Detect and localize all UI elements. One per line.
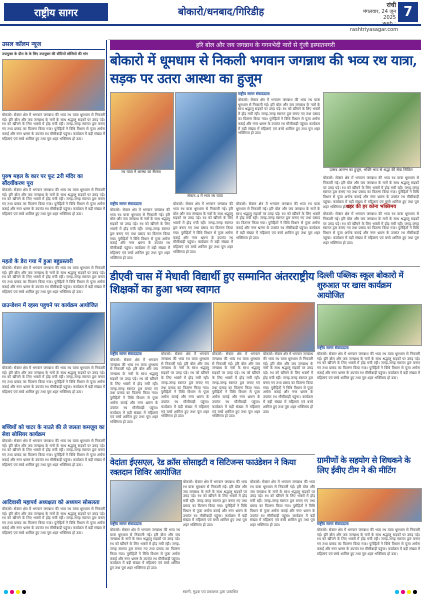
story6-photo: [317, 488, 422, 522]
story3-headline: दिल्ली पब्लिक स्कूल बोकारो में शुरुआत पर खास कार्यक्रम आयोजित: [317, 270, 404, 300]
lead-photo-2-caption: सेक्टर-4 में भव्य रथ यात्रा: [187, 193, 223, 198]
story2-body-col-2: बोकारो। सेक्टर क्षेत्र में भगवान जगन्नाथ की भव्य रथ यात्रा धूमधाम से निकाली गई। हरि बोल और जय जगन्नाथ के नारों के साथ श्रद्धालु सड़कों पर उमड़ पड़े। रथ को खींचने के लिए भक्तों में होड़ मची रही। जगह-जगह स्वागत द्वार बनाए गए तथा प्रसाद का वितरण किया गया। पुरोहितों ने विधि विधान से पूजा अर्चना कराई और नगर भ्रमण के उपरांत रथ मौसीबाड़ी पहुंचा। कार्यक्रम में बड़ी संख्या में महिलाएं एवं बच्चे शामिल हुए तथा पूरा शहर भक्तिमय हो उठा।: [161, 352, 209, 419]
left-body-1: बोकारो। सेक्टर क्षेत्र में भगवान जगन्नाथ की भव्य रथ यात्रा धूमधाम से निकाली गई। हरि बोल और जय जगन्नाथ के नारों के साथ श्रद्धालु सड़कों पर उमड़ पड़े। रथ को खींचने के लिए भक्तों में होड़ मची रही। जगह-जगह स्वागत द्वार बनाए गए तथा प्रसाद का वितरण किया गया। पुरोहितों ने विधि विधान से पूजा अर्चना कराई और नगर भ्रमण के उपरांत रथ मौसीबाड़ी पहुंचा। कार्यक्रम में बड़ी संख्या में महिलाएं एवं बच्चे शामिल हुए तथा पूरा शहर भक्तिमय हो उठा।: [2, 112, 105, 141]
left-photo-1: [2, 59, 105, 111]
left-story-1-title: पुरुष महल के कार पर फूट 2री मंदिर का सौंदर्यीकरण पूरा: [2, 173, 83, 187]
lead-body: बोकारो। सेक्टर क्षेत्र में भगवान जगन्नाथ की भव्य रथ यात्रा धूमधाम से निकाली गई। हरि बोल और जय जगन्नाथ के नारों के साथ श्रद्धालु सड़कों पर उमड़ पड़े। रथ को खींचने के लिए भक्तों में होड़ मची रही। जगह-जगह स्वागत द्वार बनाए गए तथा प्रसाद का वितरण किया गया। पुरोहितों ने विधि विधान से पूजा अर्चना कराई और नगर भ्रमण के उपरांत रथ मौसीबाड़ी पहुंचा। कार्यक्रम में बड़ी संख्या में महिलाएं एवं बच्चे शामिल हुए तथा पूरा शहर भक्तिमय हो उठा।: [238, 97, 320, 136]
registration-marks-right: [395, 590, 417, 594]
section-title: बोकारो/धनबाद/गिरिडीह: [178, 7, 265, 18]
brand-logo: राष्ट्रीय सागर: [4, 3, 108, 21]
story4-headline: वेदांता ईएसएल, रेड क्रॉस सोसाइटी व सिटिजन्स फाउंडेशन ने किया रक्तदान शिविर आयोजित: [110, 457, 296, 477]
story2-body-col-1: [110, 352, 158, 452]
story2-photo: [110, 302, 212, 352]
lead-body-col-1: [110, 202, 170, 264]
left-body-5: बोकारो। सेक्टर क्षेत्र में भगवान जगन्नाथ की भव्य रथ यात्रा धूमधाम से निकाली गई। हरि बोल और जय जगन्नाथ के नारों के साथ श्रद्धालु सड़कों पर उमड़ पड़े। रथ को खींचने के लिए भक्तों में होड़ मची रही। जगह-जगह स्वागत द्वार बनाए गए तथा प्रसाद का वितरण किया गया। पुरोहितों ने विधि विधान से पूजा अर्चना कराई और नगर भ्रमण के उपरांत रथ मौसीबाड़ी पहुंचा। कार्यक्रम में बड़ी संख्या में महिलाएं एवं बच्चे शामिल हुए तथा पूरा शहर भक्तिमय हो उठा।: [2, 438, 105, 467]
story2-byline: राष्ट्रीय सागर संवाददाता: [110, 351, 142, 356]
footer: [0, 588, 421, 595]
lead-photo-3-caption: उत्सव आरम्भ का हुजूम, भक्ति भाव से श्रद्धा की सेवा सिविल: [329, 167, 413, 172]
left-story-5-title: आदिवासी महापर्व अध्यक्षता को अध्ययन सोसलता: [2, 499, 100, 506]
left-photo-2: [2, 312, 105, 364]
left-column-label: उसल कॉलम न्यूज: [2, 40, 105, 50]
magenta-mark: [10, 590, 14, 594]
lead-body-col-1-text: बोकारो। सेक्टर क्षेत्र में भगवान जगन्नाथ की भव्य रथ यात्रा धूमधाम से निकाली गई। हरि बोल और जय जगन्नाथ के नारों के साथ श्रद्धालु सड़कों पर उमड़ पड़े। रथ को खींचने के लिए भक्तों में होड़ मची रही। जगह-जगह स्वागत द्वार बनाए गए तथा प्रसाद का वितरण किया गया। पुरोहितों ने विधि विधान से पूजा अर्चना कराई और नगर भ्रमण के उपरांत रथ मौसीबाड़ी पहुंचा। कार्यक्रम में बड़ी संख्या में महिलाएं एवं बच्चे शामिल हुए तथा पूरा शहर भक्तिमय हो उठा।: [110, 207, 170, 260]
lead-photo-3: [323, 92, 421, 168]
story2-headline: डीएवी चास में मेधावी विद्यार्थी हुए सम्मानित अंतरराष्ट्रीय शिक्षकों का हुआ भव्य स्वागत: [110, 270, 315, 296]
story3-body: [317, 346, 420, 452]
left-story-4-title: बच्चियों को चाटर के नाउते की ले जलता कमज़ूय का सेवा सोसियर कार्यक्रम: [2, 424, 105, 438]
yellow-mark: [16, 590, 20, 594]
lead-headline: बोकारो में धूमधाम से निकली भगवान जगन्नाथ की भव्य रथ यात्रा, सड़क पर उतरा आस्था का हुजूम: [110, 53, 418, 87]
story2-photo-2: [213, 302, 315, 352]
story4-byline: राष्ट्रीय सागर संवाददाता: [110, 521, 142, 526]
left-body-3: बोकारो। सेक्टर क्षेत्र में भगवान जगन्नाथ की भव्य रथ यात्रा धूमधाम से निकाली गई। हरि बोल और जय जगन्नाथ के नारों के साथ श्रद्धालु सड़कों पर उमड़ पड़े। रथ को खींचने के लिए भक्तों में होड़ मची रही। जगह-जगह स्वागत द्वार बनाए गए तथा प्रसाद का वितरण किया गया। पुरोहितों ने विधि विधान से पूजा अर्चना कराई और नगर भ्रमण के उपरांत रथ मौसीबाड़ी पहुंचा। कार्यक्रम में बड़ी संख्या में महिलाएं एवं बच्चे शामिल हुए तथा पूरा शहर भक्तिमय हो उठा।: [2, 265, 105, 294]
lead-bottom-rule: [110, 266, 420, 267]
left-body-4: बोकारो। सेक्टर क्षेत्र में भगवान जगन्नाथ की भव्य रथ यात्रा धूमधाम से निकाली गई। हरि बोल और जय जगन्नाथ के नारों के साथ श्रद्धालु सड़कों पर उमड़ पड़े। रथ को खींचने के लिए भक्तों में होड़ मची रही। जगह-जगह स्वागत द्वार बनाए गए तथा प्रसाद का वितरण किया गया। पुरोहितों ने विधि विधान से पूजा अर्चना कराई और नगर भ्रमण के उपरांत रथ मौसीबाड़ी पहुंचा। कार्यक्रम में बड़ी संख्या में महिलाएं एवं बच्चे शामिल हुए तथा पूरा शहर भक्तिमय हो उठा।: [2, 365, 105, 394]
cyan-mark: [4, 590, 8, 594]
story3-photo: [317, 304, 422, 346]
black-mark: [413, 590, 417, 594]
dateline-date: मंगलवार, 24 जून 2025: [363, 9, 396, 21]
column-divider: [106, 40, 107, 588]
story4-body-col-3: बोकारो। सेक्टर क्षेत्र में भगवान जगन्नाथ की भव्य रथ यात्रा धूमधाम से निकाली गई। हरि बोल और जय जगन्नाथ के नारों के साथ श्रद्धालु सड़कों पर उमड़ पड़े। रथ को खींचने के लिए भक्तों में होड़ मची रही। जगह-जगह स्वागत द्वार बनाए गए तथा प्रसाद का वितरण किया गया। पुरोहितों ने विधि विधान से पूजा अर्चना कराई और नगर भ्रमण के उपरांत रथ मौसीबाड़ी पहुंचा। कार्यक्रम में बड़ी संख्या में महिलाएं एवं बच्चे शामिल हुए तथा पूरा शहर भक्तिमय हो उठा।: [250, 480, 315, 528]
story2-body-col-3: बोकारो। सेक्टर क्षेत्र में भगवान जगन्नाथ की भव्य रथ यात्रा धूमधाम से निकाली गई। हरि बोल और जय जगन्नाथ के नारों के साथ श्रद्धालु सड़कों पर उमड़ पड़े। रथ को खींचने के लिए भक्तों में होड़ मची रही। जगह-जगह स्वागत द्वार बनाए गए तथा प्रसाद का वितरण किया गया। पुरोहितों ने विधि विधान से पूजा अर्चना कराई और नगर भ्रमण के उपरांत रथ मौसीबाड़ी पहुंचा। कार्यक्रम में बड़ी संख्या में महिलाएं एवं बच्चे शामिल हुए तथा पूरा शहर भक्तिमय हो उठा।: [212, 352, 260, 419]
story4-photo: [110, 480, 182, 522]
black-mark: [22, 590, 26, 594]
story4-body-col-1: [110, 522, 180, 586]
lead-right-body: बोकारो। सेक्टर क्षेत्र में भगवान जगन्नाथ की भव्य रथ यात्रा धूमधाम से निकाली गई। हरि बोल और जय जगन्नाथ के नारों के साथ श्रद्धालु सड़कों पर उमड़ पड़े। रथ को खींचने के लिए भक्तों में होड़ मची रही। जगह-जगह स्वागत द्वार बनाए गए तथा प्रसाद का वितरण किया गया। पुरोहितों ने विधि विधान से पूजा अर्चना कराई और नगर भ्रमण के उपरांत रथ मौसीबाड़ी पहुंचा। कार्यक्रम में बड़ी संख्या में महिलाएं एवं बच्चे शामिल हुए तथा पूरा शहर भक्तिमय हो उठा।: [323, 176, 419, 209]
story2-body-col-4: बोकारो। सेक्टर क्षेत्र में भगवान जगन्नाथ की भव्य रथ यात्रा धूमधाम से निकाली गई। हरि बोल और जय जगन्नाथ के नारों के साथ श्रद्धालु सड़कों पर उमड़ पड़े। रथ को खींचने के लिए भक्तों में होड़ मची रही। जगह-जगह स्वागत द्वार बनाए गए तथा प्रसाद का वितरण किया गया। पुरोहितों ने विधि विधान से पूजा अर्चना कराई और नगर भ्रमण के उपरांत रथ मौसीबाड़ी पहुंचा। कार्यक्रम में बड़ी संख्या में महिलाएं एवं बच्चे शामिल हुए तथा पूरा शहर भक्तिमय हो उठा।: [263, 352, 313, 414]
dateline-city: रांची: [386, 2, 396, 9]
story3-body-text: बोकारो। सेक्टर क्षेत्र में भगवान जगन्नाथ की भव्य रथ यात्रा धूमधाम से निकाली गई। हरि बोल और जय जगन्नाथ के नारों के साथ श्रद्धालु सड़कों पर उमड़ पड़े। रथ को खींचने के लिए भक्तों में होड़ मची रही। जगह-जगह स्वागत द्वार बनाए गए तथा प्रसाद का वितरण किया गया। पुरोहितों ने विधि विधान से पूजा अर्चना कराई और नगर भ्रमण के उपरांत रथ मौसीबाड़ी पहुंचा। कार्यक्रम में बड़ी संख्या में महिलाएं एवं बच्चे शामिल हुए तथा पूरा शहर भक्तिमय हो उठा।: [317, 351, 420, 380]
lead-photo-2: [175, 92, 237, 194]
lead-text-block: [238, 92, 320, 196]
left-column: [2, 40, 105, 588]
lead-sidebar-title: शहर की हर कोना भक्तिमय: [345, 204, 397, 210]
mid-rule: [110, 454, 315, 455]
footer-registration: स्वामी, मुद्रक एवं प्रकाशक द्वारा प्रकाशित: [182, 588, 239, 594]
story3-byline: राष्ट्रीय सागर संवाददाता: [317, 345, 349, 350]
magenta-mark: [401, 590, 405, 594]
masthead: [0, 0, 421, 33]
story6-headline: ग्रामीणों के सहयोग से शिधकने के लिए ईवीए टीम ने की मीटिंग: [317, 455, 411, 475]
left-body-2: बोकारो। सेक्टर क्षेत्र में भगवान जगन्नाथ की भव्य रथ यात्रा धूमधाम से निकाली गई। हरि बोल और जय जगन्नाथ के नारों के साथ श्रद्धालु सड़कों पर उमड़ पड़े। रथ को खींचने के लिए भक्तों में होड़ मची रही। जगह-जगह स्वागत द्वार बनाए गए तथा प्रसाद का वितरण किया गया। पुरोहितों ने विधि विधान से पूजा अर्चना कराई और नगर भ्रमण के उपरांत रथ मौसीबाड़ी पहुंचा। कार्यक्रम में बड़ी संख्या में महिलाएं एवं बच्चे शामिल हुए तथा पूरा शहर भक्तिमय हो उठा।: [2, 187, 105, 216]
cyan-mark: [395, 590, 399, 594]
lead-byline: राष्ट्रीय सागर संवाददाता: [238, 91, 270, 96]
ad-strip: [108, 26, 421, 40]
left-top-caption: उपायुक्त के दौरा के के लिए उपायुक्त की सौटियों सोसियो की मांग: [2, 52, 88, 56]
story6-byline: राष्ट्रीय सागर संवाददाता: [317, 521, 349, 526]
story4-body-col-2: बोकारो। सेक्टर क्षेत्र में भगवान जगन्नाथ की भव्य रथ यात्रा धूमधाम से निकाली गई। हरि बोल और जय जगन्नाथ के नारों के साथ श्रद्धालु सड़कों पर उमड़ पड़े। रथ को खींचने के लिए भक्तों में होड़ मची रही। जगह-जगह स्वागत द्वार बनाए गए तथा प्रसाद का वितरण किया गया। पुरोहितों ने विधि विधान से पूजा अर्चना कराई और नगर भ्रमण के उपरांत रथ मौसीबाड़ी पहुंचा। कार्यक्रम में बड़ी संख्या में महिलाएं एवं बच्चे शामिल हुए तथा पूरा शहर भक्तिमय हो उठा।: [183, 480, 247, 528]
page-number: 7: [398, 2, 418, 22]
left-body-6: बोकारो। सेक्टर क्षेत्र में भगवान जगन्नाथ की भव्य रथ यात्रा धूमधाम से निकाली गई। हरि बोल और जय जगन्नाथ के नारों के साथ श्रद्धालु सड़कों पर उमड़ पड़े। रथ को खींचने के लिए भक्तों में होड़ मची रही। जगह-जगह स्वागत द्वार बनाए गए तथा प्रसाद का वितरण किया गया। पुरोहितों ने विधि विधान से पूजा अर्चना कराई और नगर भ्रमण के उपरांत रथ मौसीबाड़ी पहुंचा। कार्यक्रम में बड़ी संख्या में महिलाएं एवं बच्चे शामिल हुए तथा पूरा शहर भक्तिमय हो उठा।: [2, 506, 105, 535]
ribbon-banner: हरि बोल और जय जगन्नाथ के गगनभेदी नारों से गूंजी इस्पातनगरी: [110, 40, 421, 50]
left-story-2-title: महतो के डेरा गया में हुआ बहुप्रस्तारी: [2, 258, 73, 265]
yellow-mark: [407, 590, 411, 594]
story4-body-1: बोकारो। सेक्टर क्षेत्र में भगवान जगन्नाथ की भव्य रथ यात्रा धूमधाम से निकाली गई। हरि बोल और जय जगन्नाथ के नारों के साथ श्रद्धालु सड़कों पर उमड़ पड़े। रथ को खींचने के लिए भक्तों में होड़ मची रही। जगह-जगह स्वागत द्वार बनाए गए तथा प्रसाद का वितरण किया गया। पुरोहितों ने विधि विधान से पूजा अर्चना कराई और नगर भ्रमण के उपरांत रथ मौसीबाड़ी पहुंचा। कार्यक्रम में बड़ी संख्या में महिलाएं एवं बच्चे शामिल हुए तथा पूरा शहर भक्तिमय हो उठा।: [110, 527, 180, 571]
lead-sidebar-body: बोकारो। सेक्टर क्षेत्र में भगवान जगन्नाथ की भव्य रथ यात्रा धूमधाम से निकाली गई। हरि बोल और जय जगन्नाथ के नारों के साथ श्रद्धालु सड़कों पर उमड़ पड़े। रथ को खींचने के लिए भक्तों में होड़ मची रही। जगह-जगह स्वागत द्वार बनाए गए तथा प्रसाद का वितरण किया गया। पुरोहितों ने विधि विधान से पूजा अर्चना कराई और नगर भ्रमण के उपरांत रथ मौसीबाड़ी पहुंचा। कार्यक्रम में बड़ी संख्या में महिलाएं एवं बच्चे शामिल हुए तथा पूरा शहर भक्तिमय हो उठा।: [323, 212, 419, 245]
lead-body-col-2: बोकारो। सेक्टर क्षेत्र में भगवान जगन्नाथ की भव्य रथ यात्रा धूमधाम से निकाली गई। हरि बोल और जय जगन्नाथ के नारों के साथ श्रद्धालु सड़कों पर उमड़ पड़े। रथ को खींचने के लिए भक्तों में होड़ मची रही। जगह-जगह स्वागत द्वार बनाए गए तथा प्रसाद का वितरण किया गया। पुरोहितों ने विधि विधान से पूजा अर्चना कराई और नगर भ्रमण के उपरांत रथ मौसीबाड़ी पहुंचा। कार्यक्रम में बड़ी संख्या में महिलाएं एवं बच्चे शामिल हुए तथा पूरा शहर भक्तिमय हो उठा।: [173, 202, 233, 254]
lead-photo-1-caption: रथ यात्रा में आस्था का सैलाब: [121, 169, 161, 174]
left-story-3-title: ग्राउन्डेशन में रहस्य पहुचने पर कार्यक्रम आयोजित: [2, 302, 98, 309]
registration-marks-left: [4, 590, 26, 594]
story2-body-1: बोकारो। सेक्टर क्षेत्र में भगवान जगन्नाथ की भव्य रथ यात्रा धूमधाम से निकाली गई। हरि बोल और जय जगन्नाथ के नारों के साथ श्रद्धालु सड़कों पर उमड़ पड़े। रथ को खींचने के लिए भक्तों में होड़ मची रही। जगह-जगह स्वागत द्वार बनाए गए तथा प्रसाद का वितरण किया गया। पुरोहितों ने विधि विधान से पूजा अर्चना कराई और नगर भ्रमण के उपरांत रथ मौसीबाड़ी पहुंचा। कार्यक्रम में बड़ी संख्या में महिलाएं एवं बच्चे शामिल हुए तथा पूरा शहर भक्तिमय हो उठा।: [110, 357, 158, 425]
lead-body-col-1-byline: राष्ट्रीय सागर संवाददाता: [110, 201, 142, 206]
story6-body-text: बोकारो। सेक्टर क्षेत्र में भगवान जगन्नाथ की भव्य रथ यात्रा धूमधाम से निकाली गई। हरि बोल और जय जगन्नाथ के नारों के साथ श्रद्धालु सड़कों पर उमड़ पड़े। रथ को खींचने के लिए भक्तों में होड़ मची रही। जगह-जगह स्वागत द्वार बनाए गए तथा प्रसाद का वितरण किया गया। पुरोहितों ने विधि विधान से पूजा अर्चना कराई और नगर भ्रमण के उपरांत रथ मौसीबाड़ी पहुंचा। कार्यक्रम में बड़ी संख्या में महिलाएं एवं बच्चे शामिल हुए तथा पूरा शहर भक्तिमय हो उठा।: [317, 527, 420, 556]
story6-body: [317, 522, 420, 586]
dateline-web: rashtriyasagar.com: [350, 27, 399, 33]
lead-photo-1: [110, 92, 174, 170]
lead-body-col-3: बोकारो। सेक्टर क्षेत्र में भगवान जगन्नाथ की भव्य रथ यात्रा धूमधाम से निकाली गई। हरि बोल और जय जगन्नाथ के नारों के साथ श्रद्धालु सड़कों पर उमड़ पड़े। रथ को खींचने के लिए भक्तों में होड़ मची रही। जगह-जगह स्वागत द्वार बनाए गए तथा प्रसाद का वितरण किया गया। पुरोहितों ने विधि विधान से पूजा अर्चना कराई और नगर भ्रमण के उपरांत रथ मौसीबाड़ी पहुंचा। कार्यक्रम में बड़ी संख्या में महिलाएं एवं बच्चे शामिल हुए तथा पूरा शहर भक्तिमय हो उठा।: [236, 202, 320, 240]
